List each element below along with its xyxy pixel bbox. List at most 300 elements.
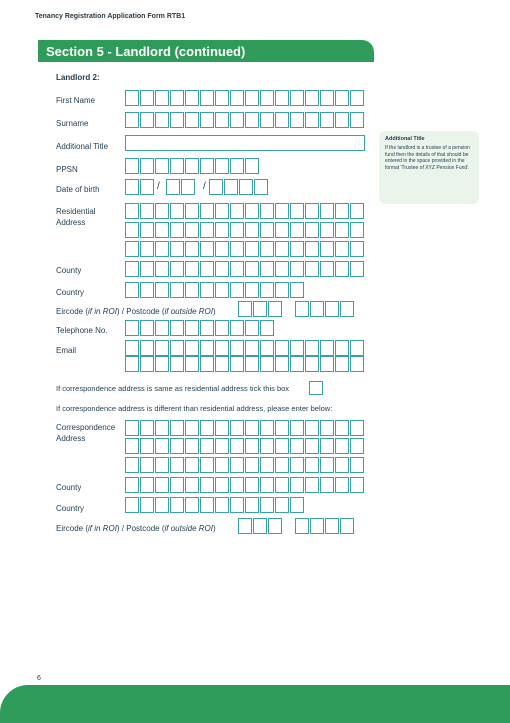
- char-box[interactable]: [170, 241, 184, 257]
- char-box[interactable]: [230, 457, 244, 473]
- char-box[interactable]: [200, 261, 214, 277]
- char-box[interactable]: [350, 112, 364, 128]
- char-box[interactable]: [185, 438, 199, 454]
- char-box[interactable]: [290, 282, 304, 298]
- dob-day-boxes[interactable]: [125, 179, 155, 195]
- char-box[interactable]: [200, 438, 214, 454]
- char-box[interactable]: [185, 320, 199, 336]
- char-box[interactable]: [200, 477, 214, 493]
- char-box[interactable]: [170, 420, 184, 436]
- char-box[interactable]: [320, 438, 334, 454]
- char-box[interactable]: [290, 356, 304, 372]
- first-name-label: First Name: [56, 96, 96, 105]
- char-box[interactable]: [155, 477, 169, 493]
- char-box[interactable]: [320, 112, 334, 128]
- char-box[interactable]: [200, 158, 214, 174]
- char-box[interactable]: [140, 497, 154, 513]
- char-box[interactable]: [140, 356, 154, 372]
- char-box[interactable]: [253, 518, 267, 534]
- char-box[interactable]: [335, 90, 349, 106]
- char-box[interactable]: [230, 158, 244, 174]
- char-box[interactable]: [245, 340, 259, 356]
- char-box[interactable]: [245, 241, 259, 257]
- char-box[interactable]: [305, 420, 319, 436]
- char-box[interactable]: [155, 340, 169, 356]
- char-box[interactable]: [350, 222, 364, 238]
- char-box[interactable]: [335, 112, 349, 128]
- char-box[interactable]: [125, 340, 139, 356]
- char-box[interactable]: [275, 241, 289, 257]
- char-box[interactable]: [320, 340, 334, 356]
- footer-band: [0, 685, 510, 723]
- char-box[interactable]: [335, 477, 349, 493]
- char-box[interactable]: [224, 179, 238, 195]
- char-box[interactable]: [155, 320, 169, 336]
- char-box[interactable]: [305, 340, 319, 356]
- char-box[interactable]: [290, 420, 304, 436]
- char-box[interactable]: [200, 356, 214, 372]
- char-box[interactable]: [155, 241, 169, 257]
- char-box[interactable]: [245, 158, 259, 174]
- char-box[interactable]: [200, 457, 214, 473]
- char-box[interactable]: [170, 457, 184, 473]
- char-box[interactable]: [335, 241, 349, 257]
- char-box[interactable]: [335, 438, 349, 454]
- additional-title-field[interactable]: [125, 135, 365, 151]
- char-box[interactable]: [200, 241, 214, 257]
- char-box[interactable]: [155, 112, 169, 128]
- char-box[interactable]: [238, 301, 252, 317]
- country-boxes[interactable]: [125, 282, 305, 298]
- char-box[interactable]: [155, 356, 169, 372]
- char-box[interactable]: [238, 518, 252, 534]
- char-box[interactable]: [290, 438, 304, 454]
- char-box[interactable]: [290, 261, 304, 277]
- char-box[interactable]: [140, 438, 154, 454]
- char-box[interactable]: [140, 90, 154, 106]
- surname-boxes[interactable]: [125, 112, 365, 128]
- char-box[interactable]: [335, 261, 349, 277]
- char-box[interactable]: [155, 222, 169, 238]
- char-box[interactable]: [170, 222, 184, 238]
- correspondence-eircode-routing-boxes[interactable]: [238, 518, 283, 534]
- note-title: Additional Title: [385, 136, 425, 142]
- eircode-unique-boxes[interactable]: [295, 301, 355, 317]
- char-box[interactable]: [260, 477, 274, 493]
- telephone-boxes[interactable]: [125, 320, 275, 336]
- char-box[interactable]: [200, 222, 214, 238]
- char-box[interactable]: [230, 203, 244, 219]
- char-box[interactable]: [350, 457, 364, 473]
- char-box[interactable]: [170, 477, 184, 493]
- eircode-routing-boxes[interactable]: [238, 301, 283, 317]
- correspondence-address-line-1[interactable]: [125, 420, 365, 436]
- char-box[interactable]: [230, 356, 244, 372]
- char-box[interactable]: [215, 203, 229, 219]
- char-box[interactable]: [275, 261, 289, 277]
- char-box[interactable]: [260, 241, 274, 257]
- char-box[interactable]: [215, 477, 229, 493]
- char-box[interactable]: [260, 438, 274, 454]
- char-box[interactable]: [239, 179, 253, 195]
- char-box[interactable]: [320, 241, 334, 257]
- char-box[interactable]: [275, 477, 289, 493]
- char-box[interactable]: [275, 340, 289, 356]
- char-box[interactable]: [155, 158, 169, 174]
- char-box[interactable]: [320, 356, 334, 372]
- char-box[interactable]: [209, 179, 223, 195]
- char-box[interactable]: [185, 477, 199, 493]
- char-box[interactable]: [185, 420, 199, 436]
- char-box[interactable]: [170, 90, 184, 106]
- char-box[interactable]: [290, 241, 304, 257]
- char-box[interactable]: [245, 438, 259, 454]
- char-box[interactable]: [125, 420, 139, 436]
- char-box[interactable]: [260, 497, 274, 513]
- char-box[interactable]: [290, 477, 304, 493]
- char-box[interactable]: [260, 90, 274, 106]
- correspondence-country-boxes[interactable]: [125, 497, 305, 513]
- char-box[interactable]: [320, 477, 334, 493]
- char-box[interactable]: [295, 518, 309, 534]
- char-box[interactable]: [305, 203, 319, 219]
- char-box[interactable]: [140, 179, 154, 195]
- char-box[interactable]: [245, 203, 259, 219]
- dob-year-boxes[interactable]: [209, 179, 269, 195]
- email-label: Email: [56, 346, 77, 355]
- residential-address-line-3[interactable]: [125, 241, 365, 257]
- char-box[interactable]: [275, 90, 289, 106]
- char-box[interactable]: [260, 222, 274, 238]
- char-box[interactable]: [335, 356, 349, 372]
- char-box[interactable]: [350, 477, 364, 493]
- char-box[interactable]: [230, 90, 244, 106]
- correspondence-address-label: Correspondence Address: [56, 423, 116, 443]
- note-body: If the landlord is a trustee of a pension fund then the details of that should be entered in the space provided in the format 'Trustee of XYZ Pension Fund'.: [385, 145, 470, 171]
- char-box[interactable]: [350, 438, 364, 454]
- char-box[interactable]: [155, 282, 169, 298]
- char-box[interactable]: [215, 457, 229, 473]
- char-box[interactable]: [215, 112, 229, 128]
- dob-month-boxes[interactable]: [166, 179, 196, 195]
- char-box[interactable]: [155, 438, 169, 454]
- char-box[interactable]: [170, 203, 184, 219]
- residential-address-line-2[interactable]: [125, 222, 365, 238]
- document-header: Tenancy Registration Application Form RTB1: [35, 13, 186, 20]
- char-box[interactable]: [290, 497, 304, 513]
- char-box[interactable]: [275, 457, 289, 473]
- email-line-2[interactable]: [125, 356, 365, 372]
- char-box[interactable]: [320, 420, 334, 436]
- char-box[interactable]: [170, 320, 184, 336]
- char-box[interactable]: [140, 158, 154, 174]
- char-box[interactable]: [185, 222, 199, 238]
- char-box[interactable]: [140, 457, 154, 473]
- char-box[interactable]: [245, 112, 259, 128]
- char-box[interactable]: [290, 90, 304, 106]
- char-box[interactable]: [275, 282, 289, 298]
- char-box[interactable]: [305, 90, 319, 106]
- ppsn-boxes[interactable]: [125, 158, 260, 174]
- char-box[interactable]: [185, 457, 199, 473]
- correspondence-address-line-3[interactable]: [125, 457, 365, 473]
- char-box[interactable]: [185, 90, 199, 106]
- char-box[interactable]: [185, 158, 199, 174]
- char-box[interactable]: [155, 497, 169, 513]
- char-box[interactable]: [215, 222, 229, 238]
- char-box[interactable]: [155, 457, 169, 473]
- char-box[interactable]: [305, 112, 319, 128]
- correspondence-county-boxes[interactable]: [125, 477, 365, 493]
- char-box[interactable]: [215, 241, 229, 257]
- char-box[interactable]: [185, 282, 199, 298]
- dob-separator: /: [157, 181, 160, 192]
- char-box[interactable]: [140, 420, 154, 436]
- char-box[interactable]: [320, 457, 334, 473]
- char-box[interactable]: [125, 222, 139, 238]
- char-box[interactable]: [260, 356, 274, 372]
- char-box[interactable]: [275, 356, 289, 372]
- char-box[interactable]: [335, 420, 349, 436]
- char-box[interactable]: [170, 282, 184, 298]
- char-box[interactable]: [125, 90, 139, 106]
- char-box[interactable]: [268, 301, 282, 317]
- char-box[interactable]: [155, 90, 169, 106]
- char-box[interactable]: [350, 340, 364, 356]
- char-box[interactable]: [215, 420, 229, 436]
- char-box[interactable]: [260, 457, 274, 473]
- char-box[interactable]: [140, 261, 154, 277]
- char-box[interactable]: [245, 261, 259, 277]
- char-box[interactable]: [260, 112, 274, 128]
- char-box[interactable]: [230, 420, 244, 436]
- char-box[interactable]: [125, 457, 139, 473]
- correspondence-address-line-2[interactable]: [125, 438, 365, 454]
- char-box[interactable]: [253, 301, 267, 317]
- char-box[interactable]: [125, 241, 139, 257]
- char-box[interactable]: [215, 320, 229, 336]
- char-box[interactable]: [305, 477, 319, 493]
- char-box[interactable]: [275, 112, 289, 128]
- char-box[interactable]: [275, 203, 289, 219]
- char-box[interactable]: [155, 203, 169, 219]
- char-box[interactable]: [350, 203, 364, 219]
- correspondence-eircode-label: Eircode (if in ROI) / Postcode (if outside ROI): [56, 524, 216, 533]
- char-box[interactable]: [245, 356, 259, 372]
- char-box[interactable]: [200, 320, 214, 336]
- char-box[interactable]: [320, 261, 334, 277]
- char-box[interactable]: [215, 90, 229, 106]
- char-box[interactable]: [305, 457, 319, 473]
- char-box[interactable]: [245, 497, 259, 513]
- same-address-checkbox[interactable]: [309, 381, 323, 395]
- same-address-instruction: If correspondence address is same as residential address tick this box: [56, 384, 290, 393]
- page-number: 6: [37, 675, 41, 682]
- char-box[interactable]: [140, 241, 154, 257]
- char-box[interactable]: [125, 438, 139, 454]
- char-box[interactable]: [170, 340, 184, 356]
- char-box[interactable]: [230, 477, 244, 493]
- char-box[interactable]: [185, 356, 199, 372]
- char-box[interactable]: [155, 261, 169, 277]
- char-box[interactable]: [295, 301, 309, 317]
- char-box[interactable]: [181, 179, 195, 195]
- char-box[interactable]: [215, 261, 229, 277]
- char-box[interactable]: [350, 261, 364, 277]
- char-box[interactable]: [200, 203, 214, 219]
- char-box[interactable]: [340, 518, 354, 534]
- char-box[interactable]: [215, 340, 229, 356]
- first-name-boxes[interactable]: [125, 90, 365, 106]
- char-box[interactable]: [290, 222, 304, 238]
- char-box[interactable]: [230, 261, 244, 277]
- county-boxes[interactable]: [125, 261, 365, 277]
- char-box[interactable]: [185, 497, 199, 513]
- char-box[interactable]: [200, 340, 214, 356]
- char-box[interactable]: [350, 420, 364, 436]
- char-box[interactable]: [335, 222, 349, 238]
- char-box[interactable]: [275, 497, 289, 513]
- char-box[interactable]: [125, 203, 139, 219]
- char-box[interactable]: [125, 497, 139, 513]
- char-box[interactable]: [215, 438, 229, 454]
- char-box[interactable]: [275, 222, 289, 238]
- char-box[interactable]: [245, 477, 259, 493]
- correspondence-country-label: Country: [56, 504, 85, 513]
- char-box[interactable]: [290, 457, 304, 473]
- char-box[interactable]: [350, 356, 364, 372]
- char-box[interactable]: [335, 457, 349, 473]
- char-box[interactable]: [185, 112, 199, 128]
- char-box[interactable]: [185, 340, 199, 356]
- char-box[interactable]: [290, 340, 304, 356]
- char-box[interactable]: [305, 261, 319, 277]
- char-box[interactable]: [170, 261, 184, 277]
- char-box[interactable]: [200, 90, 214, 106]
- char-box[interactable]: [254, 179, 268, 195]
- char-box[interactable]: [268, 518, 282, 534]
- char-box[interactable]: [310, 301, 324, 317]
- char-box[interactable]: [125, 112, 139, 128]
- country-label: Country: [56, 288, 85, 297]
- char-box[interactable]: [230, 112, 244, 128]
- char-box[interactable]: [140, 320, 154, 336]
- char-box[interactable]: [290, 203, 304, 219]
- char-box[interactable]: [305, 438, 319, 454]
- char-box[interactable]: [245, 222, 259, 238]
- char-box[interactable]: [140, 203, 154, 219]
- correspondence-eircode-unique-boxes[interactable]: [295, 518, 355, 534]
- char-box[interactable]: [305, 222, 319, 238]
- char-box[interactable]: [185, 241, 199, 257]
- char-box[interactable]: [260, 340, 274, 356]
- char-box[interactable]: [305, 356, 319, 372]
- char-box[interactable]: [185, 261, 199, 277]
- char-box[interactable]: [230, 497, 244, 513]
- char-box[interactable]: [140, 222, 154, 238]
- char-box[interactable]: [275, 438, 289, 454]
- char-box[interactable]: [320, 222, 334, 238]
- char-box[interactable]: [230, 222, 244, 238]
- char-box[interactable]: [230, 282, 244, 298]
- char-box[interactable]: [230, 320, 244, 336]
- char-box[interactable]: [215, 356, 229, 372]
- char-box[interactable]: [155, 420, 169, 436]
- char-box[interactable]: [170, 356, 184, 372]
- char-box[interactable]: [350, 90, 364, 106]
- correspondence-county-label: County: [56, 483, 82, 492]
- residential-address-line-1[interactable]: [125, 203, 365, 219]
- char-box[interactable]: [245, 282, 259, 298]
- char-box[interactable]: [125, 356, 139, 372]
- different-address-instruction: If correspondence address is different than residential address, please enter below:: [56, 404, 333, 413]
- char-box[interactable]: [340, 301, 354, 317]
- char-box[interactable]: [200, 282, 214, 298]
- char-box[interactable]: [230, 241, 244, 257]
- char-box[interactable]: [230, 438, 244, 454]
- char-box[interactable]: [310, 518, 324, 534]
- char-box[interactable]: [260, 282, 274, 298]
- char-box[interactable]: [185, 203, 199, 219]
- char-box[interactable]: [200, 420, 214, 436]
- char-box[interactable]: [245, 420, 259, 436]
- char-box[interactable]: [275, 420, 289, 436]
- char-box[interactable]: [140, 340, 154, 356]
- char-box[interactable]: [260, 261, 274, 277]
- char-box[interactable]: [140, 112, 154, 128]
- char-box[interactable]: [215, 158, 229, 174]
- char-box[interactable]: [125, 179, 139, 195]
- char-box[interactable]: [320, 203, 334, 219]
- char-box[interactable]: [200, 112, 214, 128]
- char-box[interactable]: [245, 320, 259, 336]
- char-box[interactable]: [260, 320, 274, 336]
- char-box[interactable]: [230, 340, 244, 356]
- char-box[interactable]: [170, 497, 184, 513]
- char-box[interactable]: [245, 90, 259, 106]
- char-box[interactable]: [305, 241, 319, 257]
- char-box[interactable]: [125, 158, 139, 174]
- char-box[interactable]: [335, 203, 349, 219]
- ppsn-label: PPSN: [56, 165, 78, 174]
- char-box[interactable]: [170, 112, 184, 128]
- char-box[interactable]: [245, 457, 259, 473]
- telephone-label: Telephone No.: [56, 326, 108, 335]
- char-box[interactable]: [140, 282, 154, 298]
- char-box[interactable]: [140, 477, 154, 493]
- char-box[interactable]: [125, 261, 139, 277]
- char-box[interactable]: [125, 282, 139, 298]
- char-box[interactable]: [170, 438, 184, 454]
- char-box[interactable]: [125, 477, 139, 493]
- char-box[interactable]: [290, 112, 304, 128]
- char-box[interactable]: [200, 497, 214, 513]
- char-box[interactable]: [260, 420, 274, 436]
- char-box[interactable]: [125, 320, 139, 336]
- char-box[interactable]: [350, 241, 364, 257]
- email-line-1[interactable]: [125, 340, 365, 356]
- char-box[interactable]: [260, 203, 274, 219]
- county-label: County: [56, 266, 82, 275]
- char-box[interactable]: [320, 90, 334, 106]
- char-box[interactable]: [325, 518, 339, 534]
- char-box[interactable]: [170, 158, 184, 174]
- char-box[interactable]: [215, 282, 229, 298]
- char-box[interactable]: [325, 301, 339, 317]
- char-box[interactable]: [335, 340, 349, 356]
- char-box[interactable]: [215, 497, 229, 513]
- char-box[interactable]: [166, 179, 180, 195]
